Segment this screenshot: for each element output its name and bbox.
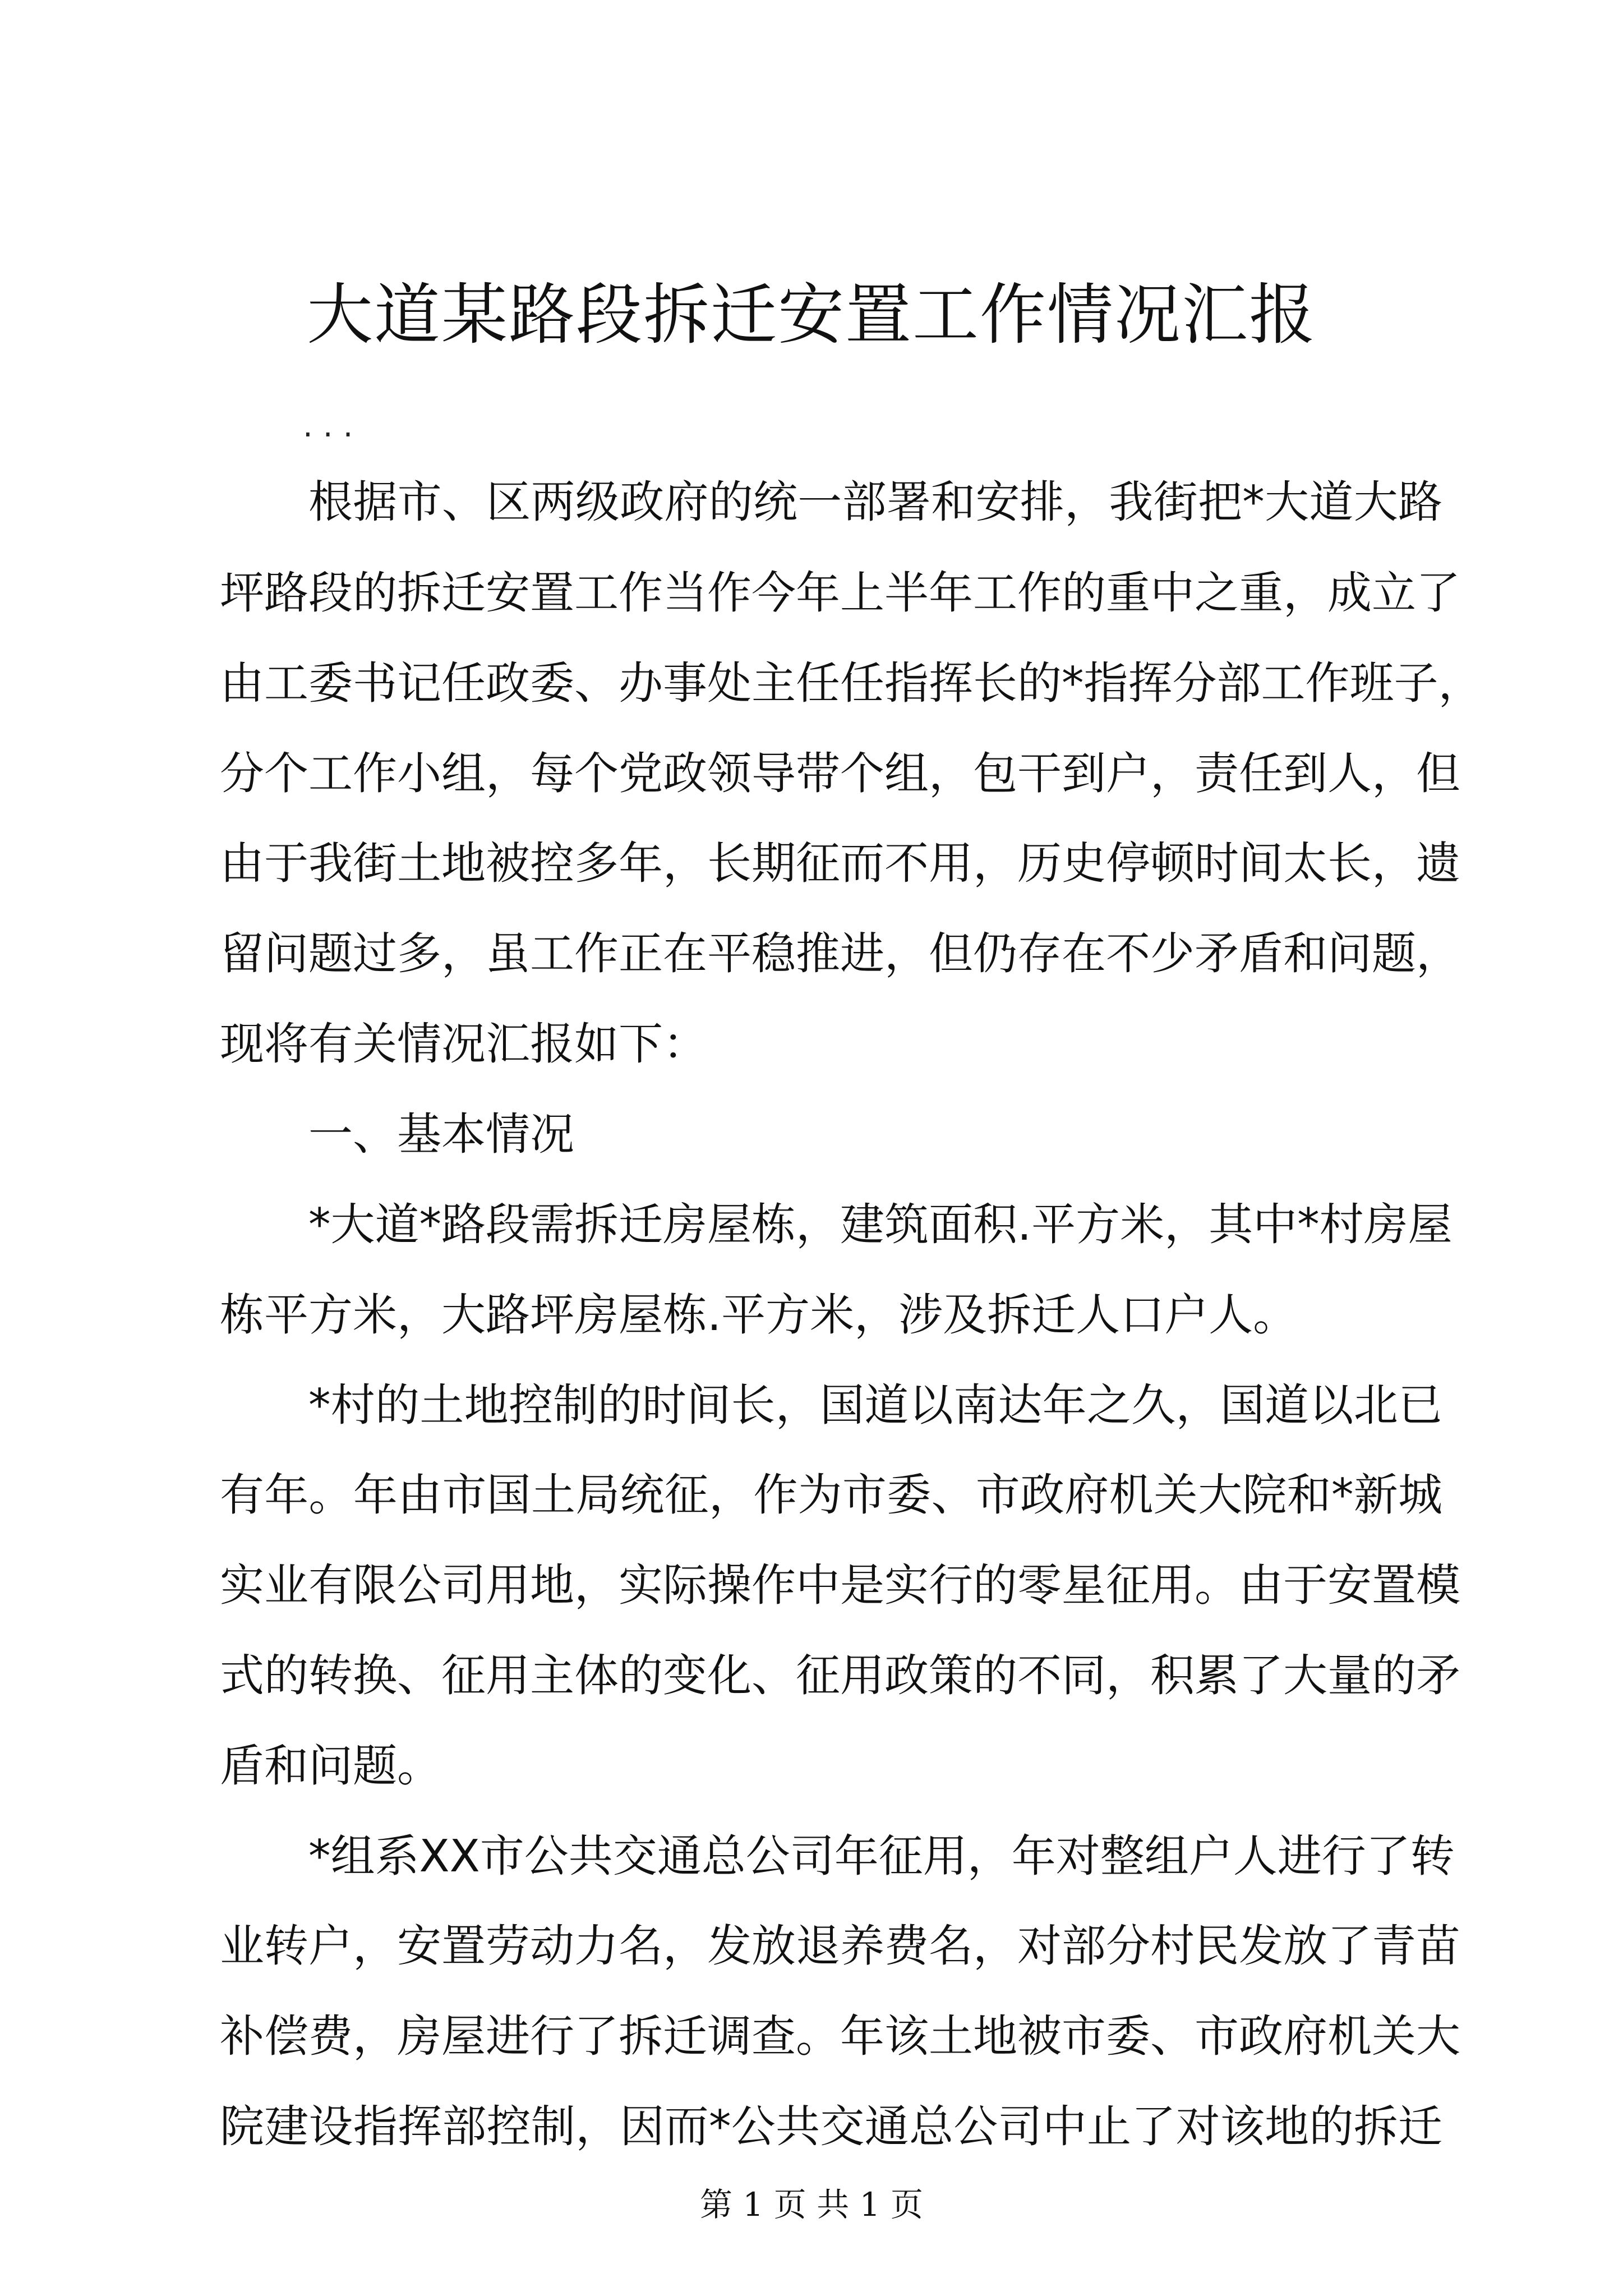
text-line: 式的转换、征用主体的变化、征用政策的不同，积累了大量的矛 xyxy=(220,1650,1460,1701)
text-line: 补偿费，房屋进行了拆迁调查。年该土地被市委、市政府机关大 xyxy=(220,2010,1460,2062)
text-line: 留问题过多，虽工作正在平稳推进，但仍存在不少矛盾和问题， xyxy=(220,928,1460,979)
text-line: 由工委书记任政委、办事处主任任指挥长的*指挥分部工作班子， xyxy=(220,657,1483,709)
text-line: *村的土地控制的时间长，国道以南达年之久，国道以北已 xyxy=(308,1379,1442,1431)
text-line: 业转户，安置劳动力名，发放退养费名，对部分村民发放了青苗 xyxy=(220,1920,1460,1972)
text-line: 坪路段的拆迁安置工作当作今年上半年工作的重中之重，成立了 xyxy=(220,567,1460,619)
text-line: 有年。年由市国土局统征，作为市委、市政府机关大院和*新城 xyxy=(220,1469,1442,1521)
text-line: 分个工作小组，每个党政领导带个组，包干到户，责任到人，但 xyxy=(220,748,1460,799)
text-line: 院建设指挥部控制，因而*公共交通总公司中止了对该地的拆迁 xyxy=(220,2101,1442,2152)
text-line: 栋平方米，大路坪房屋栋.平方米，涉及拆迁人口户人。 xyxy=(220,1289,1298,1341)
text-line: *组系XX市公共交通总公司年征用，年对整组户人进行了转 xyxy=(308,1830,1455,1882)
text-line: 实业有限公司用地，实际操作中是实行的零星征用。由于安置模 xyxy=(220,1559,1460,1611)
page-footer: 第 1 页 共 1 页 xyxy=(700,2185,923,2224)
text-line: *大道*路段需拆迁房屋栋，建筑面积.平方米，其中*村房屋 xyxy=(308,1199,1453,1250)
text-line: 现将有关情况汇报如下： xyxy=(220,1018,707,1070)
text-line: 盾和问题。 xyxy=(220,1740,441,1792)
text-line: 由于我街土地被控多年，长期征而不用，历史停顿时间太长，遗 xyxy=(220,838,1460,889)
ellipsis-marker: ... xyxy=(303,408,363,444)
text-line: 根据市、区两级政府的统一部署和安排，我街把*大道大路 xyxy=(308,476,1442,528)
document-title: 大道某路段拆迁安置工作情况汇报 xyxy=(306,276,1316,353)
section-heading: 一、基本情况 xyxy=(308,1108,574,1160)
